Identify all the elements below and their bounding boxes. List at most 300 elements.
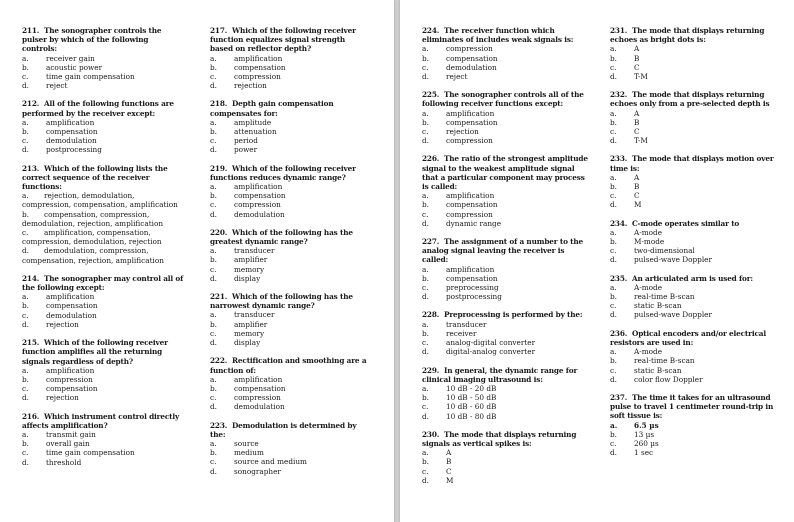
option-text: rejection	[46, 393, 79, 403]
answer-option	[22, 228, 184, 246]
option-text: period	[234, 136, 258, 146]
option-letter: b.	[422, 200, 429, 210]
option-letter: d.	[210, 145, 217, 155]
question-text: The assignment of a number to the analog signal leaving the receiver is called:	[422, 237, 584, 265]
answer-option	[210, 54, 370, 63]
option-text: demodulation, compression, compensation, rejection, amplification	[22, 246, 164, 265]
option-letter: a.	[22, 429, 29, 439]
option-text: transmit gain	[46, 429, 96, 439]
option-letter: d.	[22, 145, 29, 155]
column	[210, 26, 370, 485]
answer-option	[610, 173, 780, 182]
option-text: T-M	[634, 72, 648, 82]
question-stem	[210, 356, 370, 374]
option-letter: c.	[22, 136, 29, 146]
question-stem	[610, 219, 780, 228]
question-number: 224.	[422, 26, 440, 35]
answer-option	[210, 246, 370, 255]
question-number: 234.	[610, 218, 628, 228]
option-text: compensation	[446, 200, 498, 210]
option-text: compensation	[234, 191, 286, 201]
question-number: 233.	[610, 154, 628, 164]
question-stem	[22, 338, 184, 366]
question-number: 231.	[610, 26, 628, 35]
option-text: pulsed-wave Doppler	[634, 255, 712, 265]
option-text: amplification	[46, 117, 95, 127]
option-text: two-dimensional	[634, 246, 695, 256]
option-letter: d.	[422, 475, 429, 485]
answer-option	[210, 145, 370, 154]
answer-option	[610, 439, 780, 448]
option-text: A	[446, 448, 452, 458]
question-block	[610, 90, 780, 145]
question-block	[610, 393, 780, 457]
question-block	[422, 90, 592, 145]
answer-option	[22, 384, 184, 393]
answer-option	[210, 136, 370, 145]
option-text: compensation	[46, 384, 98, 394]
option-text: amplification	[234, 182, 283, 192]
option-text: C	[634, 191, 640, 201]
question-number: 230.	[422, 429, 440, 439]
option-letter: a.	[210, 117, 217, 127]
option-text: 13 µs	[634, 429, 655, 439]
answer-option	[422, 320, 592, 329]
answer-option	[22, 54, 184, 63]
option-letter: c.	[210, 264, 217, 274]
option-text: A	[634, 172, 640, 182]
answer-option	[210, 118, 370, 127]
option-text: memory	[234, 328, 265, 338]
option-text: rejection	[446, 127, 479, 137]
option-letter: c.	[422, 338, 429, 348]
question-number: 236.	[610, 328, 628, 338]
question-block	[422, 237, 592, 301]
question-number: 213.	[22, 163, 40, 173]
question-text: The ratio of the strongest amplitude signal to the weakest amplitude signal that a particular component may process is called:	[422, 154, 588, 192]
question-text: Demodulation is determined by the:	[210, 420, 357, 439]
option-letter: a.	[422, 264, 429, 274]
answer-option	[610, 127, 780, 136]
answer-option	[210, 210, 370, 219]
option-letter: a.	[610, 282, 617, 292]
answer-option	[210, 72, 370, 81]
answer-option	[422, 448, 592, 457]
answer-option	[610, 448, 780, 457]
option-text: B	[634, 117, 640, 127]
question-number: 217.	[210, 26, 228, 35]
option-letter: a.	[210, 182, 217, 192]
answer-option	[610, 283, 780, 292]
question-block	[22, 338, 184, 402]
page-right	[400, 0, 794, 522]
column	[22, 26, 184, 476]
option-text: A	[634, 44, 640, 54]
option-letter: c.	[210, 72, 217, 82]
option-text: 10 dB - 60 dB	[446, 402, 497, 412]
question-stem	[210, 228, 370, 246]
answer-option	[22, 375, 184, 384]
option-text: amplitude	[234, 117, 272, 127]
answer-option	[210, 274, 370, 283]
option-text: amplifier	[234, 255, 268, 265]
answer-option	[422, 219, 592, 228]
option-text: transducer	[234, 310, 275, 320]
option-text: receiver gain	[46, 53, 95, 63]
option-letter: c.	[22, 228, 29, 238]
option-letter: c.	[610, 246, 617, 256]
option-text: compensation	[234, 383, 286, 393]
answer-option	[22, 393, 184, 402]
question-stem	[610, 26, 780, 44]
option-text: amplification	[446, 191, 495, 201]
question-stem	[422, 154, 592, 191]
option-letter: a.	[422, 108, 429, 118]
question-block	[210, 164, 370, 219]
option-text: reject	[46, 81, 68, 91]
option-letter: a.	[210, 438, 217, 448]
option-text: compression	[234, 393, 281, 403]
answer-option	[610, 182, 780, 191]
option-text: compensation	[446, 53, 498, 63]
answer-option	[610, 375, 780, 384]
option-letter: b.	[610, 53, 617, 63]
option-text: C	[634, 127, 640, 137]
option-letter: b.	[610, 117, 617, 127]
question-stem	[210, 99, 370, 117]
option-text: pulsed-wave Doppler	[634, 310, 712, 320]
question-stem	[422, 90, 592, 108]
answer-option	[422, 72, 592, 81]
option-text: A-mode	[634, 227, 663, 237]
option-letter: a.	[610, 172, 617, 182]
answer-option	[22, 439, 184, 448]
answer-option	[210, 402, 370, 411]
answer-option	[22, 210, 184, 228]
answer-option	[422, 109, 592, 118]
option-text: amplification	[446, 264, 495, 274]
question-stem	[610, 329, 780, 347]
option-letter: c.	[610, 62, 617, 72]
question-number: 219.	[210, 163, 228, 173]
option-letter: c.	[610, 365, 617, 375]
option-letter: b.	[22, 439, 29, 449]
option-letter: b.	[22, 127, 29, 137]
question-text: Which of the following receiver functions reduces dynamic range?	[210, 163, 356, 182]
answer-option	[22, 127, 184, 136]
answer-option	[210, 200, 370, 209]
answer-option	[610, 301, 780, 310]
option-letter: b.	[210, 319, 217, 329]
option-letter: d.	[22, 246, 29, 256]
option-letter: b.	[210, 191, 217, 201]
answer-option	[210, 393, 370, 402]
question-stem	[22, 274, 184, 292]
question-number: 218.	[210, 99, 228, 109]
question-text: Which of the following lists the correct sequence of the receiver functions:	[22, 163, 168, 192]
question-text: Rectification and smoothing are a function of:	[210, 356, 367, 375]
option-letter: a.	[422, 44, 429, 54]
option-letter: a.	[422, 383, 429, 393]
question-text: In general, the dynamic range for clinical imaging ultrasound is:	[422, 365, 578, 384]
option-text: amplification	[234, 53, 283, 63]
answer-option	[422, 467, 592, 476]
option-text: 10 dB - 50 dB	[446, 393, 497, 403]
option-letter: b.	[22, 209, 29, 219]
question-stem	[422, 310, 592, 319]
answer-option	[210, 338, 370, 347]
question-text: The receiver function which eliminates of includes weak signals is:	[422, 26, 574, 45]
question-stem	[422, 430, 592, 448]
option-text: acoustic power	[46, 62, 103, 72]
question-block	[210, 421, 370, 476]
option-letter: a.	[22, 117, 29, 127]
answer-option	[422, 476, 592, 485]
question-stem	[610, 274, 780, 283]
answer-option	[610, 54, 780, 63]
question-number: 212.	[22, 99, 40, 109]
option-letter: c.	[210, 328, 217, 338]
answer-option	[610, 421, 780, 430]
option-text: amplification	[46, 365, 95, 375]
option-text: postprocessing	[446, 292, 502, 302]
answer-option	[210, 265, 370, 274]
answer-option	[210, 320, 370, 329]
option-text: rejection, demodulation, compression, compensation, amplification	[22, 191, 178, 210]
question-text: Which of the following has the greatest dynamic range?	[210, 227, 353, 247]
answer-option	[22, 246, 184, 264]
option-text: demodulation	[234, 402, 285, 412]
question-block	[22, 274, 184, 329]
answer-option	[210, 81, 370, 90]
question-number: 220.	[210, 227, 228, 237]
option-letter: b.	[610, 356, 617, 366]
answer-option	[422, 191, 592, 200]
option-letter: c.	[422, 283, 429, 293]
option-letter: b.	[610, 429, 617, 439]
question-number: 235.	[610, 273, 628, 283]
option-letter: d.	[610, 374, 617, 384]
question-number: 221.	[210, 292, 228, 302]
option-text: source and medium	[234, 457, 307, 467]
option-text: B	[634, 53, 640, 63]
option-text: demodulation	[46, 310, 97, 320]
question-block	[610, 154, 780, 209]
option-text: threshold	[46, 457, 82, 467]
option-text: 260 µs	[634, 438, 659, 448]
option-letter: d.	[22, 457, 29, 467]
question-number: 228.	[422, 310, 440, 320]
answer-option	[22, 458, 184, 467]
question-block	[422, 366, 592, 421]
question-text: The mode that displays returning signals as vertical spikes is:	[422, 429, 577, 448]
answer-option	[22, 191, 184, 209]
answer-option	[22, 320, 184, 329]
answer-option	[422, 200, 592, 209]
answer-option	[422, 210, 592, 219]
column	[610, 26, 780, 466]
option-letter: d.	[422, 136, 429, 146]
answer-option	[422, 457, 592, 466]
option-letter: d.	[422, 218, 429, 228]
option-letter: b.	[210, 62, 217, 72]
option-text: compression	[46, 374, 93, 384]
option-text: real-time B-scan	[634, 292, 695, 302]
answer-option	[610, 237, 780, 246]
option-letter: a.	[210, 374, 217, 384]
answer-option	[422, 338, 592, 347]
option-text: display	[234, 273, 261, 283]
option-text: compression	[234, 200, 281, 210]
question-stem	[422, 366, 592, 384]
option-text: preprocessing	[446, 283, 499, 293]
option-letter: b.	[210, 383, 217, 393]
option-letter: b.	[210, 255, 217, 265]
option-letter: c.	[22, 72, 29, 82]
question-number: 229.	[422, 365, 440, 375]
option-letter: c.	[422, 402, 429, 412]
question-number: 225.	[422, 90, 440, 100]
option-text: transducer	[234, 246, 275, 256]
question-stem	[22, 26, 184, 54]
option-letter: a.	[422, 319, 429, 329]
answer-option	[210, 255, 370, 264]
option-text: attenuation	[234, 127, 277, 137]
answer-option	[210, 448, 370, 457]
question-text: The mode that displays returning echoes only from a pre-selected depth is	[610, 90, 770, 109]
question-number: 226.	[422, 154, 440, 164]
answer-option	[610, 200, 780, 209]
option-text: amplification	[446, 108, 495, 118]
question-number: 211.	[22, 26, 40, 35]
option-text: 10 dB - 80 dB	[446, 411, 497, 421]
option-letter: d.	[610, 448, 617, 458]
option-text: A-mode	[634, 347, 663, 357]
question-text: All of the following functions are performed by the receiver except:	[22, 99, 174, 118]
option-letter: c.	[422, 209, 429, 219]
question-text: An articulated arm is used for:	[632, 273, 753, 283]
answer-option	[210, 467, 370, 476]
option-text: memory	[234, 264, 265, 274]
answer-option	[22, 366, 184, 375]
question-block	[22, 26, 184, 90]
option-text: M-mode	[634, 237, 665, 247]
question-stem	[210, 292, 370, 310]
option-letter: a.	[210, 310, 217, 320]
question-number: 232.	[610, 90, 628, 100]
answer-option	[422, 44, 592, 53]
question-stem	[22, 99, 184, 117]
option-text: time gain compensation	[46, 448, 135, 458]
option-text: M	[446, 475, 454, 485]
option-letter: a.	[610, 420, 618, 430]
option-text: sonographer	[234, 466, 281, 476]
option-letter: a.	[610, 108, 617, 118]
option-text: 10 dB - 20 dB	[446, 383, 497, 393]
question-number: 214.	[22, 273, 40, 283]
question-stem	[22, 164, 184, 192]
option-letter: c.	[610, 438, 617, 448]
option-letter: b.	[422, 117, 429, 127]
answer-option	[210, 191, 370, 200]
answer-option	[422, 292, 592, 301]
option-letter: b.	[210, 127, 217, 137]
answer-option	[22, 311, 184, 320]
answer-option	[210, 63, 370, 72]
question-block	[210, 292, 370, 347]
question-block	[210, 26, 370, 90]
question-text: The mode that displays motion over time is:	[610, 154, 774, 173]
answer-option	[210, 384, 370, 393]
option-letter: d.	[22, 319, 29, 329]
option-text: transducer	[446, 319, 487, 329]
option-text: compression	[446, 44, 493, 54]
question-stem	[422, 237, 592, 265]
question-block	[422, 310, 592, 356]
question-block	[610, 219, 780, 265]
answer-option	[610, 136, 780, 145]
option-letter: a.	[210, 246, 217, 256]
option-text: power	[234, 145, 258, 155]
option-letter: c.	[22, 310, 29, 320]
option-text: overall gain	[46, 439, 90, 449]
option-text: compensation	[46, 127, 98, 137]
answer-option	[610, 255, 780, 264]
answer-option	[610, 63, 780, 72]
question-text: Preprocessing is performed by the:	[444, 310, 583, 320]
question-stem	[210, 164, 370, 182]
question-number: 222.	[210, 356, 228, 366]
option-letter: c.	[210, 393, 217, 403]
option-letter: a.	[422, 191, 429, 201]
answer-option	[422, 274, 592, 283]
option-text: dynamic range	[446, 218, 502, 228]
option-text: M	[634, 200, 642, 210]
option-letter: c.	[22, 448, 29, 458]
option-letter: d.	[610, 200, 617, 210]
option-letter: d.	[22, 81, 29, 91]
question-text: Optical encoders and/or electrical resistors are used in:	[610, 328, 766, 347]
option-text: demodulation	[234, 209, 285, 219]
option-letter: b.	[22, 301, 29, 311]
option-letter: d.	[210, 209, 217, 219]
answer-option	[22, 136, 184, 145]
answer-option	[610, 191, 780, 200]
option-letter: c.	[610, 127, 617, 137]
option-text: T-M	[634, 136, 648, 146]
question-block	[22, 412, 184, 467]
answer-option	[22, 145, 184, 154]
option-letter: a.	[422, 448, 429, 458]
answer-option	[22, 118, 184, 127]
option-text: compensation	[234, 62, 286, 72]
question-text: The sonographer controls the pulser by which of the following controls:	[22, 26, 162, 54]
answer-option	[610, 109, 780, 118]
answer-option	[422, 329, 592, 338]
option-text: A-mode	[634, 282, 663, 292]
question-block	[610, 329, 780, 384]
option-text: B	[446, 457, 452, 467]
option-letter: a.	[610, 44, 617, 54]
question-block	[210, 99, 370, 154]
option-text: static B-scan	[634, 365, 682, 375]
answer-option	[610, 347, 780, 356]
answer-option	[422, 347, 592, 356]
option-letter: b.	[610, 292, 617, 302]
answer-option	[610, 356, 780, 365]
question-block	[22, 99, 184, 154]
option-text: amplifier	[234, 319, 268, 329]
